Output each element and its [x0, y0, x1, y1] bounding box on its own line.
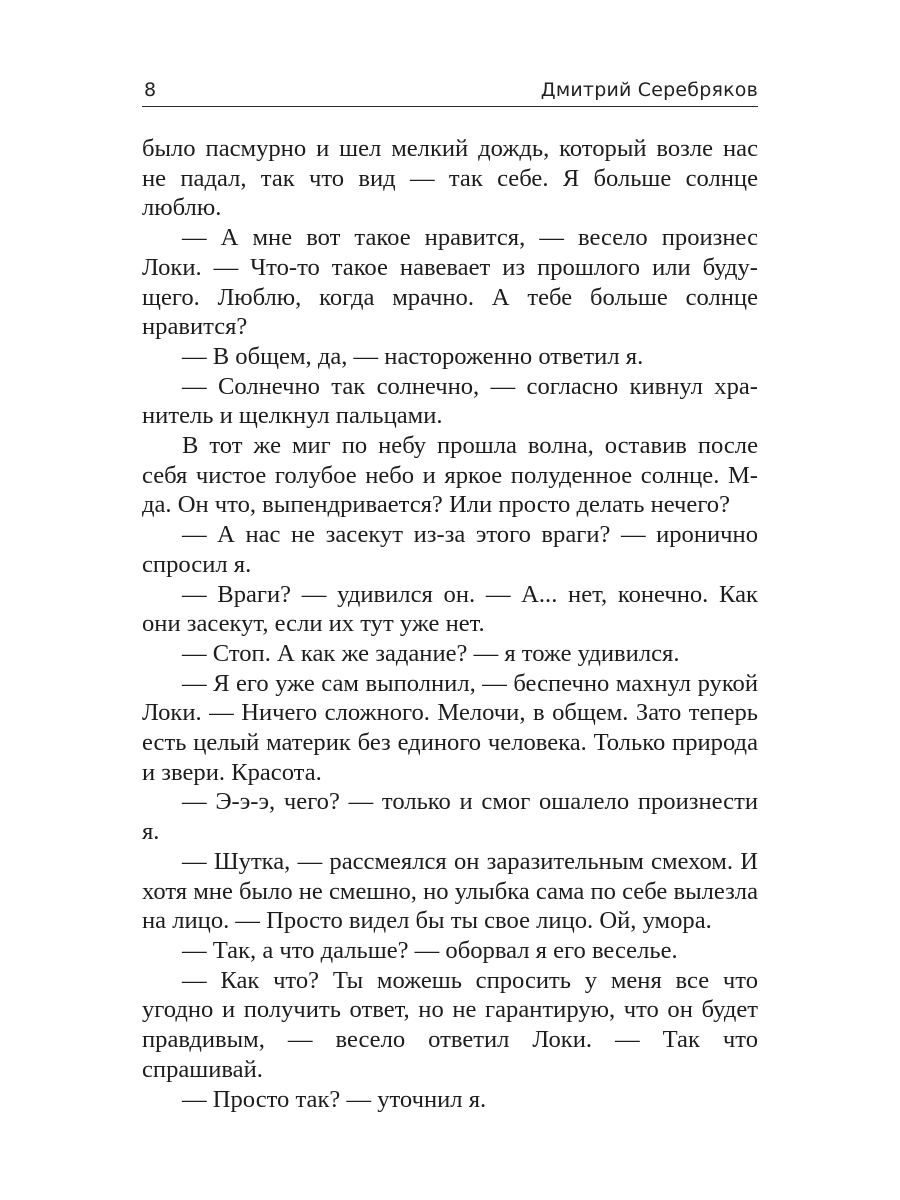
- paragraph: — Шутка, — рассмеялся он заразительным смехом. И хотя мне было не смешно, но улыбка сама по себе вылезла на лицо. — Просто видел бы ты свое лицо. Ой, умора.: [142, 847, 758, 935]
- book-page: [142, 0, 758, 1200]
- body-text: [142, 134, 758, 1114]
- paragraph: — Просто так? — уточнил я.: [182, 1085, 487, 1113]
- paragraph: — А нас не засекут из-за этого враги? — иронично спросил я.: [142, 521, 758, 578]
- author-name: Дмитрий Серебряков: [540, 79, 758, 101]
- page-number: 8: [144, 79, 157, 101]
- paragraph: было пасмурно и шел мелкий дождь, который возле нас не падал, так что вид — так себе. Я больше солнце люблю.: [142, 135, 758, 222]
- paragraph: — Э-э-э, чего? — только и смог ошалело произнести я.: [142, 788, 758, 846]
- paragraph: — Так, а что дальше? — оборвал я его веселье.: [182, 936, 678, 964]
- running-head: [142, 76, 758, 104]
- paragraph: — А мне вот такое нравится, — весело произнес Локи. — Что-то такое навевает из прошлого или будущего. Люблю, когда мрачно. А тебе больше солнце нравится?: [142, 224, 758, 341]
- header-divider: [142, 106, 758, 107]
- paragraph: — Солнечно так солнечно, — согласно кивнул хранитель и щелкнул пальцами.: [142, 372, 758, 430]
- paragraph: — Враги? — удивился он. — А... нет, конечно. Как они засекут, если их тут уже нет.: [142, 580, 758, 638]
- paragraph: В тот же миг по небу прошла волна, оставив после себя чистое голубое небо и яркое полуденное солнце. М-да. Он что, выпендривается? Или просто делать нечего?: [142, 432, 758, 519]
- paragraph: — Стоп. А как же задание? — я тоже удивился.: [182, 639, 680, 667]
- paragraph: — В общем, да, — настороженно ответил я.: [182, 342, 644, 370]
- paragraph: — Как что? Ты можешь спросить у меня все что угодно и получить ответ, но не гарантирую, что он будет правдивым, — весело ответил Локи. — Так что спрашивай.: [142, 966, 758, 1083]
- paragraph: — Я его уже сам выполнил, — беспечно махнул рукой Локи. — Ничего сложного. Мелочи, в общем. Зато теперь есть целый материк без единого человека. Только природа и звери. Красота.: [142, 669, 758, 786]
